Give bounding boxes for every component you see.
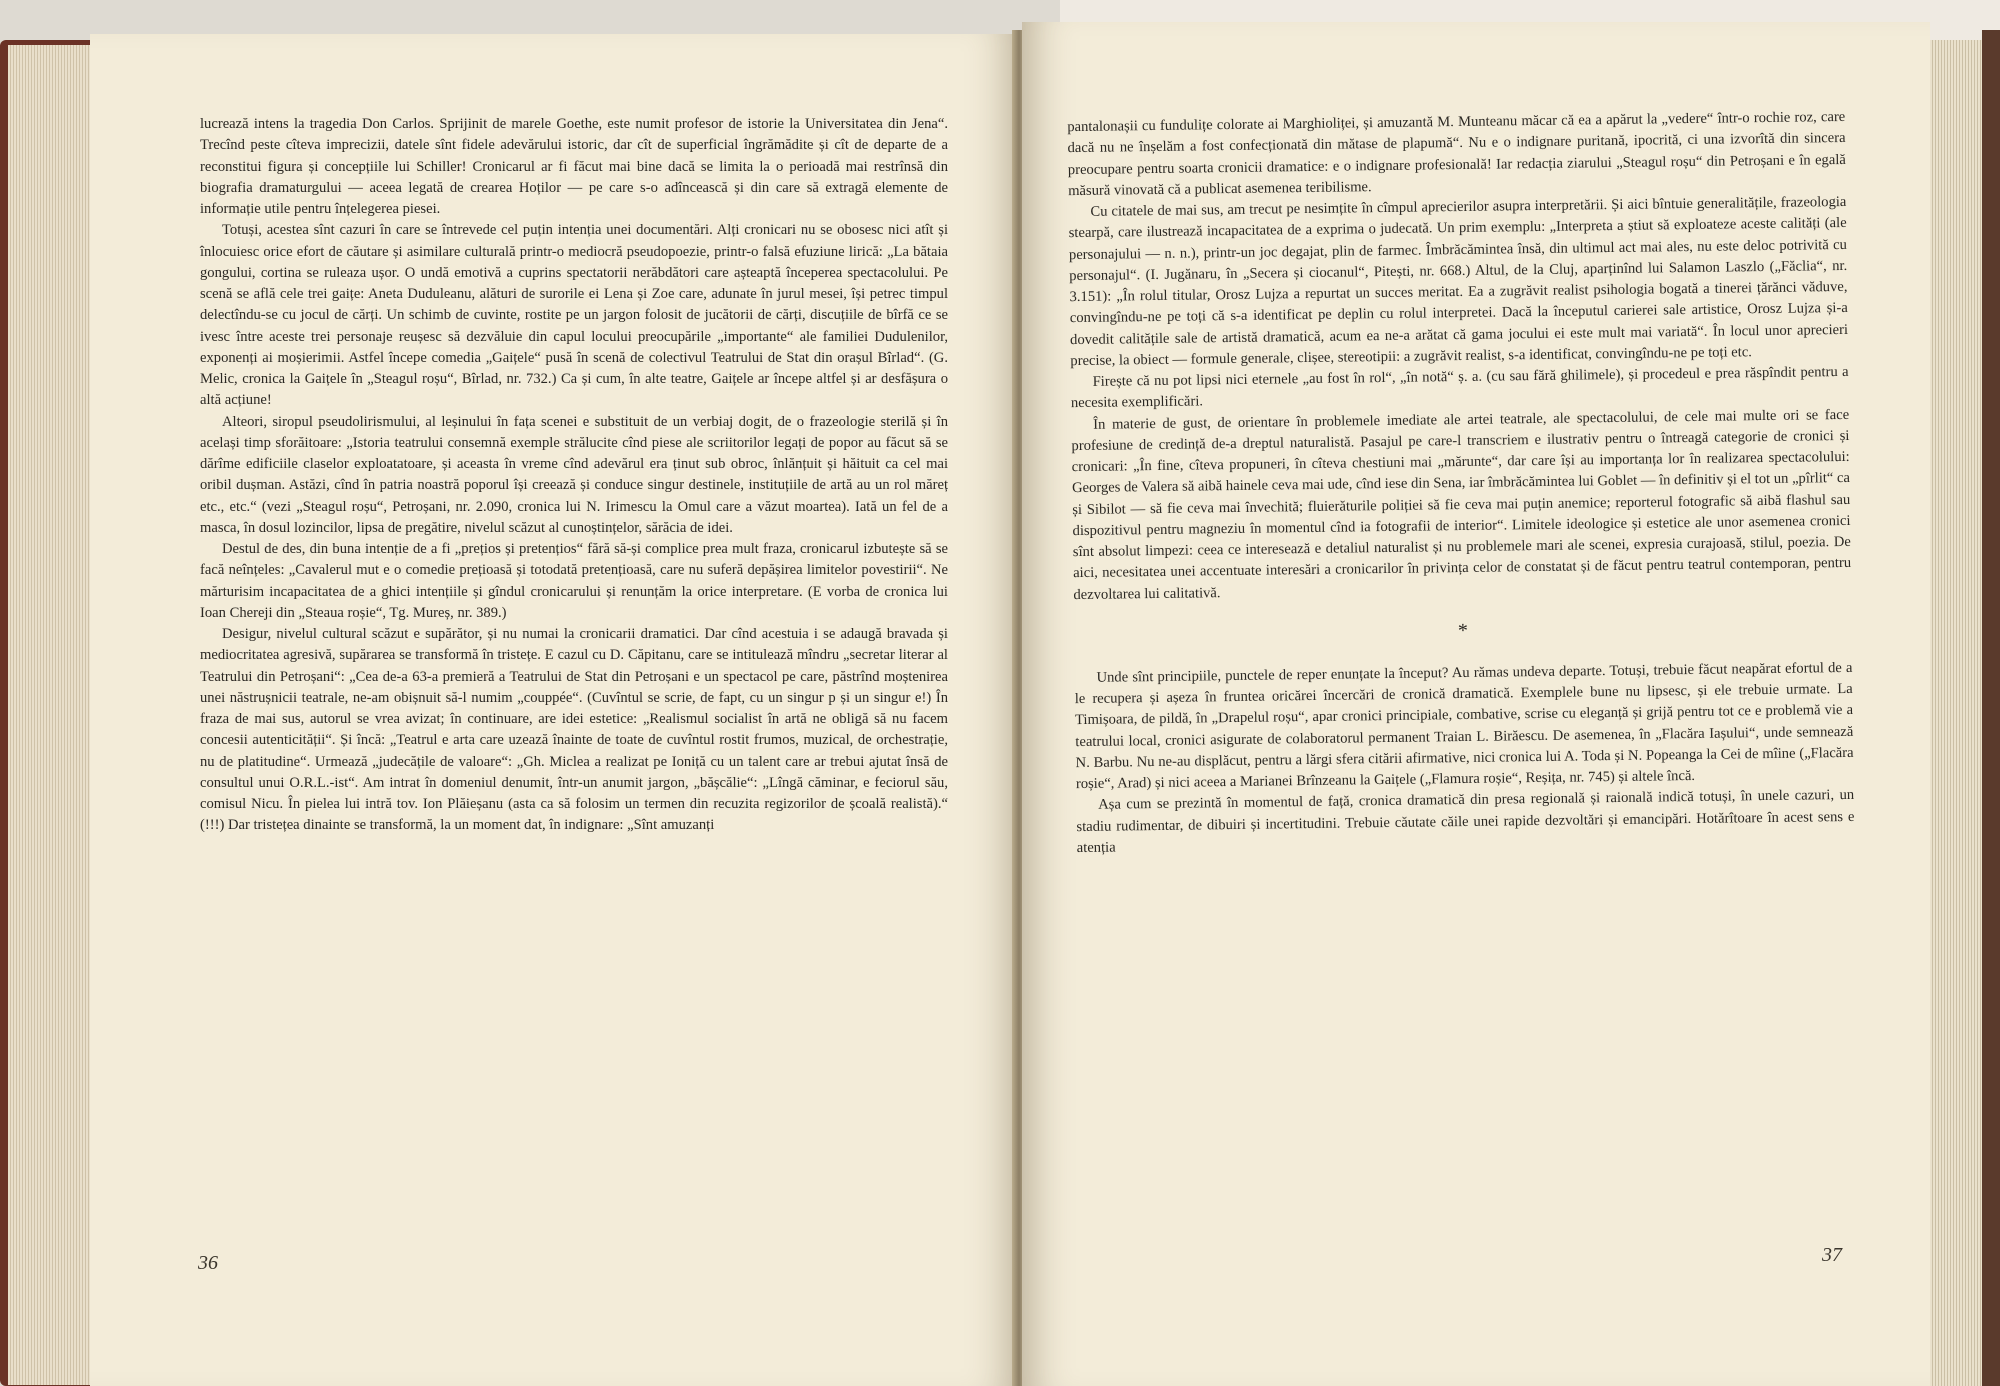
right-page: [1022, 22, 1930, 1386]
paragraph: Destul de des, din buna intenție de a fi „prețios și pretențios“ fără să-și complice prea mult fraza, cronicarul izbutește să se facă neînțeles: „Cavalerul mut e o comedie prețioasă și totodată pretențioasă, care nu suferă depășirea limitelor povestirii“. Ne mărturisim incapacitatea de a ghici intențiile și gîndul cronicarului și renunțăm la orice interpretare. (E vorba de cronica lui Ioan Chereji din „Steaua roșie“, Tg. Mureș, nr. 389.): [200, 541, 948, 621]
page-number-left: 36: [198, 1252, 218, 1274]
right-page-text: [1067, 107, 1855, 859]
paragraph: Desigur, nivelul cultural scăzut e supărător, și nu numai la cronicarii dramatici. Dar cînd acestuia i se adaugă bravada și mediocritatea agresivă, supărarea se transformă în tristețe. E cazul cu D. Căpitanu, care se intitulează mîndru „secretar literar al Teatrului din Petroșani“: „Cea de-a 63-a premieră a Teatrului de Stat din Petroșani e un spectacol pe care, păstrînd moștenirea unei năstrușnicii teatrale, ne-am obișnuit să-l numim „couppée“. (Cuvîntul se scrie, de fapt, cu un singur p și un singur e!) În fraza de mai sus, autorul se vrea avizat; în continuare, are idei estetice: „Realismul socialist în artă ne obligă să nu facem concesii autenticității“. Și încă: „Teatrul e arta care uzează înainte de toate de cuvîntul rostit frumos, muzical, de orchestrație, nu de platitudine“. Urmează „judecățile de valoare“: „Gh. Miclea a realizat pe Ioniță cu un talent care ar trebui ajutat însă de consultul unui O.R.L.-ist“. Am intrat în domeniul denumit, într-un anumit jargon, „bășcălie“: „Lîngă căminar, e feciorul său, comisul Nicu. În pielea lui intră tov. Ion Plăieșanu (asta ca să folosim un termen din recuzita regizorilor de școală realistă).“ (!!!) Dar tristețea dinainte se transformă, la un moment dat, în indignare: „Sînt amuzanți: [200, 626, 948, 834]
paragraph: Cu citatele de mai sus, am trecut pe nesimțite în cîmpul aprecierilor asupra interpretării. Și aici bîntuie generalitățile, frazeologia stearpă, care ilustrează incapacitatea de a exprima o judecată. Un prim exemplu: „Interpreta a știut să exploateze aceste calități (ale personajului — n. n.), printr-un joc degajat, plin de farmec. Îmbrăcămintea însă, din ultimul act mai ales, nu este deloc potrivită cu personajul“. (I. Jugănaru, în „Secera și ciocanul“, Pitești, nr. 668.) Altul, de la Cluj, aparținînd lui Salamon Laszlo („Făclia“, nr. 3.151): „În rolul titular, Orosz Lujza a repurtat un succes meritat. Ea a zugrăvit realist psihologia bogată a tinerei țărănci văduve, convingîndu-ne pe toți că s-a identificat pe deplin cu rolul interpretei. Dacă la începutul carierei sale artistice, Orosz Lujza și-a dovedit calitățile sale de artistă dramatică, acum ea ne-a arătat că gama jocului ei este mult mai variată“. În locul unor aprecieri precise, la obiect — formule generale, clișee, stereotipii: a zugrăvit realist, s-a identificat, convingîndu-ne pe toți etc.: [1068, 193, 1849, 369]
left-page: [90, 34, 1018, 1386]
paragraph: Totuși, acestea sînt cazuri în care se întrevede cel puțin intenția unei documentări. Alți cronicari nu se obosesc nici atît și înlocuiesc orice efort de căutare și asimilare culturală printr-o mediocră pseudopoezie, printr-o falsă efuziune lirică: „La bătaia gongului, cortina se ruleaza ușor. O undă emotivă a cuprins spectatorii nerăbdători care așteaptă începerea spectacolului. Pe scenă se află cele trei gaițe: Aneta Duduleanu, alături de surorile ei Lena și Zoe care, adunate în jurul mesei, își petrec timpul delectîndu-se cu jocul de cărți. Un schimb de cuvinte, rostite pe un jargon folosit de jucătorii de cărți, discuțiile de bîrfă ce se ivesc între aceste trei personaje reușesc să dezvăluie din capul locului preocupările „importante“ ale familiei Dudulenilor, exponenți ai moșierimii. Astfel începe comedia „Gaițele“ pusă în scenă de colectivul Teatrului de Stat din orașul Bîrlad“. (G. Melic, cronica la Gaițele în „Steagul roșu“, Bîrlad, nr. 732.) Ca și cum, în alte teatre, Gaițele ar începe altfel și ar desfășura o altă acțiune!: [200, 222, 948, 409]
page-number-right: 37: [1822, 1244, 1842, 1266]
paragraph: Așa cum se prezintă în momentul de față, cronica dramatică din presa regională și raională indică totuși, în unele cazuri, un stadiu rudimentar, de dibuiri și incertitudini. Trebuie căutate căile unei rapide dezvoltări și emancipări. Hotărîtoare în acest sens e atenția: [1076, 787, 1855, 856]
paragraph: Unde sînt principiile, punctele de reper enunțate la început? Au rămas undeva departe. Totuși, trebuie făcut neapărat efortul de a le recupera și așeza în fruntea oricărei încercări de cronică dramatică. Exemplele bune nu lipsesc, și ele trebuie urmate. La Timișoara, de pildă, în „Drapelul roșu“, apar cronici principiale, combative, scrise cu eleganță și grijă pentru tot ce e problemă vie a teatrului local, cronici asigurate de colaboratorul permanent Traian L. Birăescu. De asemenea, în „Flacăra Iașului“, unde semnează N. Barbu. Nu ne-au displăcut, pentru a lărgi sfera citării afirmative, nici cronica lui A. Toda și N. Popeanga la Cei de mîine („Flacăra roșie“, Arad) și nici aceea a Marianei Brînzeanu la Gaițele („Flamura roșie“, Reșița, nr. 745) și altele încă.: [1074, 659, 1854, 793]
right-cover-edge: [1982, 30, 2000, 1386]
paragraph: lucrează intens la tragedia Don Carlos. Sprijinit de marele Goethe, este numit profesor de istorie la Universitatea din Jena“. Trecînd peste cîteva imprecizii, datele sînt fidele adevărului istoric, dar cît de superficial îngrămădite și cît de departe de a reconstitui figura și concepțiile lui Schiller! Cronicarul ar fi făcut mai bine dacă se limita la o perioadă mai restrînsă din biografia dramaturgului — aceea legată de crearea Hoților — pe care s-o adîncească și din care să extragă elemente de informație utile pentru înțelegerea piesei.: [200, 116, 948, 217]
section-separator: *: [1457, 619, 1469, 642]
paragraph: Firește că nu pot lipsi nici eternele „au fost în rol“, „în notă“ ș. a. (cu sau fără ghilimele), și procedeul e prea răspîndit pentru a necesita exemplificări.: [1070, 363, 1849, 412]
left-page-text: [200, 114, 948, 837]
paragraph: Alteori, siropul pseudolirismului, al leșinului în fața scenei e substituit de un verbiaj dogit, de o frazeologie sterilă și în același timp sforăitoare: „Istoria teatrului consemnă exemple strălucite cînd piese ale scriitorilor legați de popor au făcut să se dărîme edificiile claselor exploatatoare, și aceasta în vreme cînd adevărul era ținut sub obroc, înlănțuit și hăituit ca cel mai oribil dușman. Astăzi, cînd în patria noastră poporul își creează și conduce singur destinele, instituțiile de artă au un rol măreț etc., etc.“ (vezi „Steagul roșu“, Petroșani, nr. 2.090, cronica lui N. Irimescu la Omul care a văzut moartea). Iată un fel de a masca, în dosul lozincilor, lipsa de pregătire, nivelul scăzut al cunoștințelor, sărăcia de idei.: [200, 413, 948, 536]
paragraph: pantalonașii cu fundulițe colorate ai Marghioliței, și amuzantă M. Munteanu măcar că ea a apărut la „vedere“ într-o rochie roz, care dacă nu ne înșelăm a fost confecționată din mătase de plapumă“. Nu e o indignare puritană, ipocrită, ci una izvorîtă din sincera preocupare pentru soarta cronicii dramatice: e o indignare profesională! Iar redacția ziarului „Steagul roșu“ din Petroșani e în egală măsură vinovată că a publicat asemenea teribilisme.: [1067, 108, 1846, 199]
paragraph: În materie de gust, de orientare în problemele imediate ale artei teatrale, ale spectacolului, de cele mai multe ori se face profesiune de credință de-a dreptul naturalistă. Pasajul pe care-l transcriem e ilustrativ pentru o întreagă categorie de cronici și cronicari: „În fine, cîteva propuneri, în cîteva chestiuni mai „mărunte“, dar care își au importanța lor în realizarea spectacolului: Georges de Valera să aibă hainele ceva mai ude, cînd iese din Sena, iar îmbrăcămintea lui Goblet — în definitiv și el tot un „pîrlit“ ca și Sibilot — să fie ceva mai învechită; fluierăturile poliției să fie ceva mai puțin anemice; reporterul fotografic să aibă flashul sau dispozitivul pentru magneziu în momentul cînd ia fotografii de interior“. Limitele ideologice și estetice ale unor asemenea cronici sînt absolut limpezi: ceea ce interesează e detaliul naturalist și nu problemele mari ale scenei, expresia curajoasă, stilul, poezia. De aici, necesitatea unei accentuate interesări a cronicarilor în privința celor de constatat și de făcut pentru teatrul contemporan, pentru dezvoltarea lui calitativă.: [1071, 406, 1852, 603]
